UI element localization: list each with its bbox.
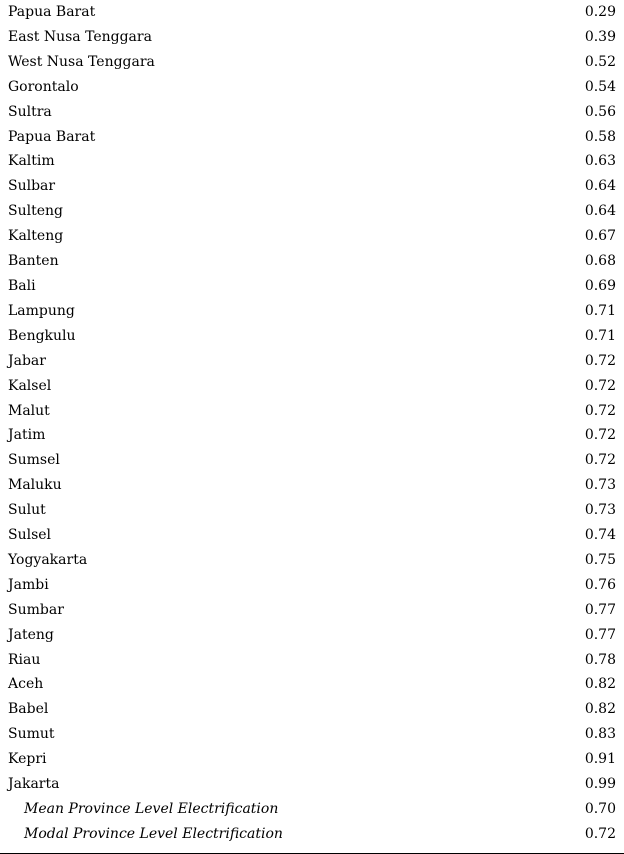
province-name: Lampung: [8, 302, 75, 319]
electrification-value: 0.52: [584, 53, 616, 70]
table-row: [0, 448, 624, 473]
province-name: Kepri: [8, 751, 47, 768]
electrification-value: 0.72: [584, 427, 616, 444]
electrification-value: 0.72: [584, 352, 616, 369]
province-name: Gorontalo: [8, 78, 79, 95]
electrification-value: 0.83: [584, 726, 616, 743]
electrification-value: 0.68: [584, 253, 616, 270]
province-name: Sulteng: [8, 203, 63, 220]
summary-label: Modal Province Level Electrification: [24, 825, 283, 842]
province-name: Papua Barat: [8, 128, 96, 145]
table-row: [0, 125, 624, 150]
table-row: [0, 149, 624, 174]
summary-value: 0.72: [584, 825, 616, 842]
table-row: [0, 25, 624, 50]
summary-row: [0, 822, 624, 847]
electrification-value: 0.75: [584, 551, 616, 568]
province-name: Papua Barat: [8, 4, 96, 20]
summary-value: 0.70: [584, 801, 616, 817]
province-name: Bali: [8, 277, 36, 294]
province-name: Bengkulu: [8, 327, 76, 344]
table-row: [0, 672, 624, 697]
table-row: [0, 697, 624, 722]
table-row: [0, 199, 624, 224]
electrification-value: 0.63: [584, 153, 616, 170]
electrification-value: 0.67: [584, 228, 616, 245]
electrification-value: 0.73: [584, 477, 616, 494]
province-name: Sumsel: [8, 452, 60, 469]
province-name: Maluku: [8, 477, 62, 494]
table-row: [0, 573, 624, 598]
electrification-value: 0.77: [584, 601, 616, 618]
electrification-value: 0.99: [584, 776, 616, 793]
electrification-value: 0.71: [584, 302, 616, 319]
summary-row: [0, 797, 624, 822]
electrification-value: 0.64: [584, 178, 616, 195]
province-name: Sumbar: [8, 601, 64, 618]
province-name: Jabar: [8, 352, 46, 369]
electrification-value: 0.71: [584, 327, 616, 344]
table-row: [0, 648, 624, 673]
electrification-value: 0.72: [584, 452, 616, 469]
electrification-value: 0.54: [584, 78, 616, 95]
table-row: [0, 349, 624, 374]
electrification-value: 0.91: [584, 751, 616, 768]
province-name: Babel: [8, 701, 49, 718]
table-row: [0, 772, 624, 797]
province-name: Yogyakarta: [8, 551, 88, 568]
table-row: [0, 100, 624, 125]
province-name: Sumut: [8, 726, 55, 743]
table-row: [0, 747, 624, 772]
table-row: [0, 523, 624, 548]
table-row: [0, 548, 624, 573]
electrification-value: 0.82: [584, 676, 616, 693]
electrification-value: 0.39: [584, 28, 616, 45]
electrification-value: 0.77: [584, 626, 616, 643]
table-row: [0, 224, 624, 249]
electrification-value: 0.58: [584, 128, 616, 145]
province-name: Banten: [8, 253, 59, 270]
province-name: Jateng: [8, 626, 54, 643]
table-row: [0, 598, 624, 623]
province-name: Malut: [8, 402, 50, 419]
electrification-value: 0.64: [584, 203, 616, 220]
table-row: [0, 75, 624, 100]
province-name: Jatim: [8, 427, 46, 444]
table-row: [0, 0, 624, 25]
table-row: [0, 623, 624, 648]
province-name: West Nusa Tenggara: [8, 53, 155, 70]
province-name: Jakarta: [8, 776, 60, 793]
table-row: [0, 324, 624, 349]
province-name: Sulsel: [8, 527, 52, 544]
table-row: [0, 174, 624, 199]
summary-label: Mean Province Level Electrification: [24, 801, 279, 817]
province-name: Jambi: [8, 576, 49, 593]
table-row: [0, 473, 624, 498]
province-name: Aceh: [8, 676, 44, 693]
table-row: [0, 299, 624, 324]
electrification-value: 0.29: [584, 4, 616, 20]
table-row: [0, 423, 624, 448]
electrification-value: 0.82: [584, 701, 616, 718]
electrification-value: 0.72: [584, 377, 616, 394]
electrification-value: 0.78: [584, 651, 616, 668]
province-name: Riau: [8, 651, 41, 668]
table-row: [0, 50, 624, 75]
province-name: Kalsel: [8, 377, 52, 394]
province-name: Kalteng: [8, 228, 64, 245]
electrification-value: 0.69: [584, 277, 616, 294]
table-row: [0, 498, 624, 523]
electrification-value: 0.76: [584, 576, 616, 593]
electrification-value: 0.56: [584, 103, 616, 120]
province-name: Kaltim: [8, 153, 55, 170]
table-row: [0, 274, 624, 299]
province-name: Sulbar: [8, 178, 56, 195]
province-name: East Nusa Tenggara: [8, 28, 152, 45]
province-name: Sultra: [8, 103, 52, 120]
table-row: [0, 399, 624, 424]
province-name: Sulut: [8, 502, 46, 519]
table-row: [0, 249, 624, 274]
table-row: [0, 374, 624, 399]
table-row: [0, 722, 624, 747]
electrification-value: 0.72: [584, 402, 616, 419]
electrification-value: 0.74: [584, 527, 616, 544]
electrification-value: 0.73: [584, 502, 616, 519]
